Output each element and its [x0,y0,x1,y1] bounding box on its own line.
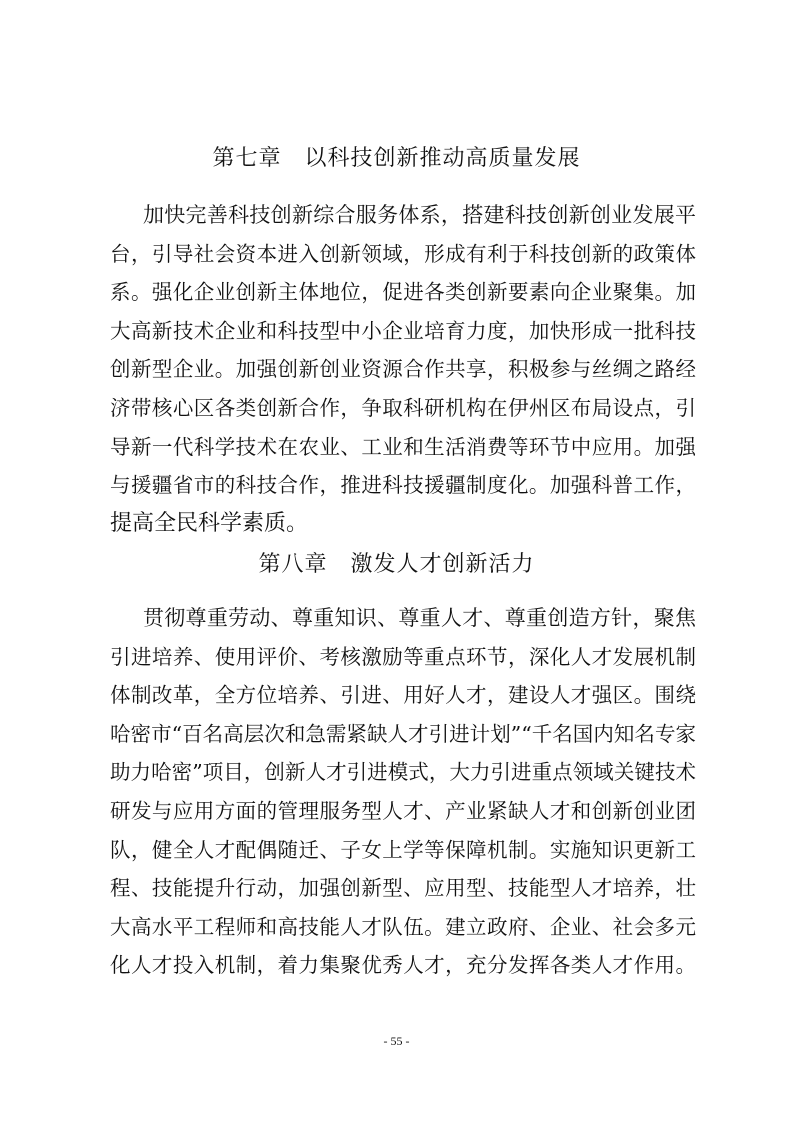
paragraph-line: 助力哈密”项目，创新人才引进模式，大力引进重点领域关键技术 [110,760,696,785]
chapter-8-paragraph [110,599,696,985]
paragraph-line: 体制改革，全方位培养、引进、用好人才，建设人才强区。围绕 [110,683,696,708]
paragraph-line: 系。强化企业创新主体地位，促进各类创新要素向企业聚集。加 [110,280,696,305]
paragraph-line: 与援疆省市的科技合作，推进科技援疆制度化。加强科普工作， [110,473,696,498]
paragraph-line: 哈密市“百名高层次和急需紧缺人才引进计划”“千名国内知名专家 [110,721,696,746]
chapter-7-paragraph [110,196,696,543]
paragraph-line: 化人才投入机制，着力集聚优秀人才，充分发挥各类人才作用。 [110,953,696,978]
chapter-8-heading: 第八章 激发人才创新活力 [258,552,535,577]
paragraph-line: 引进培养、使用评价、考核激励等重点环节，深化人才发展机制 [110,644,696,669]
paragraph-line: 提高全民科学素质。 [110,510,309,536]
page-number: - 55 - [383,1034,410,1048]
chapter-7-heading: 第七章 以科技创新推动高质量发展 [212,146,581,171]
paragraph-line: 创新型企业。加强创新创业资源合作共享，积极参与丝绸之路经 [110,357,696,382]
paragraph-line: 队，健全人才配偶随迁、子女上学等保障机制。实施知识更新工 [110,837,696,862]
paragraph-line: 导新一代科学技术在农业、工业和生活消费等环节中应用。加强 [110,434,696,459]
paragraph-line: 大高新技术企业和科技型中小企业培育力度，加快形成一批科技 [110,318,696,343]
paragraph-line: 加快完善科技创新综合服务体系，搭建科技创新创业发展平 [143,203,696,227]
paragraph-line: 贯彻尊重劳动、尊重知识、尊重人才、尊重创造方针，聚焦 [143,606,696,630]
paragraph-line: 大高水平工程师和高技能人才队伍。建立政府、企业、社会多元 [110,914,696,939]
paragraph-line: 程、技能提升行动，加强创新型、应用型、技能型人才培养，壮 [110,876,696,901]
paragraph-line: 台，引导社会资本进入创新领域，形成有利于科技创新的政策体 [110,241,696,266]
paragraph-line: 研发与应用方面的管理服务型人才、产业紧缺人才和创新创业团 [110,798,696,823]
paragraph-line: 济带核心区各类创新合作，争取科研机构在伊州区布局设点，引 [110,395,696,420]
